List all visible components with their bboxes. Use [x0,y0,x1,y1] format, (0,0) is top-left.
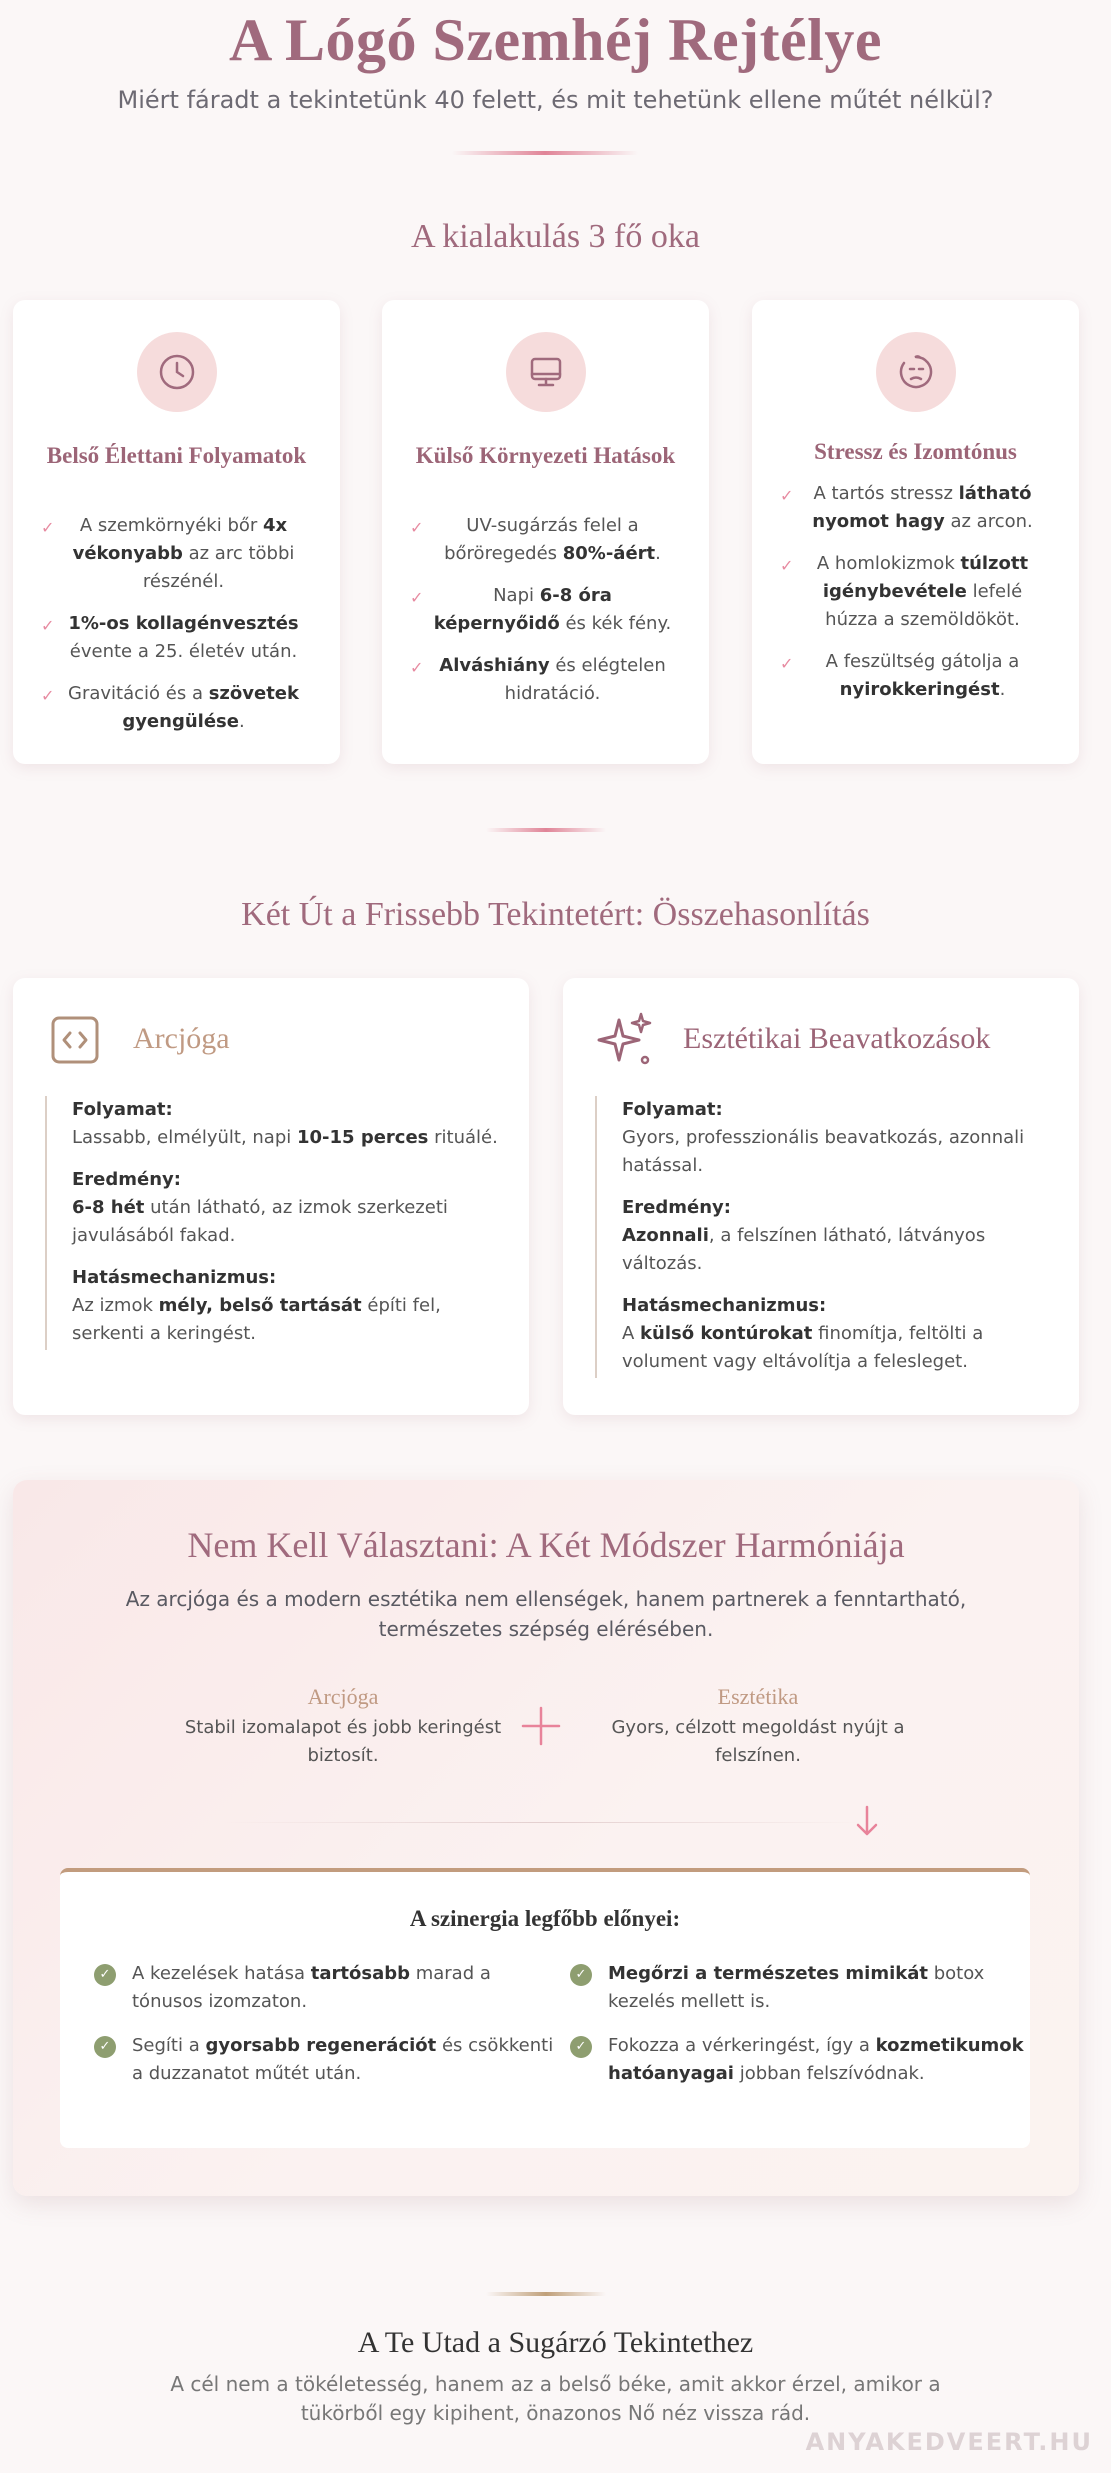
harmony-title: Nem Kell Választani: A Két Módszer Harmóniája [187,1525,905,1565]
method-description: Gyors, célzott megoldást nyújt a felszínen. [611,1717,905,1766]
divider [223,1822,863,1823]
row-text: 6-8 hét után látható, az izmok szerkezeti javulásából fakad. [72,1197,448,1246]
list-item: ✓ Napi 6-8 óra képernyőidő és kék fény. [410,585,672,634]
check-icon: ✓ [410,658,424,677]
stressed-face-icon [876,332,956,412]
synergy-title: A szinergia legfőbb előnyei: [409,1906,681,1931]
site-watermark: ANYAKEDVEERT.HU [805,2428,1093,2456]
check-circle-icon: ✓ [94,1964,116,1986]
cause-card-title: Belső Élettani Folyamatok [46,443,307,468]
plus-icon [521,1706,561,1746]
check-icon: ✓ [780,556,794,575]
list-item: ✓ UV-sugárzás felel a bőröregedés 80%-áért. [410,515,661,564]
check-icon: ✓ [780,654,794,673]
list-item: ✓ A szemkörnyéki bőr 4x vékonyabb az arc többi részénél. [41,515,295,592]
page-subtitle: Miért fáradt a tekintetünk 40 felett, és mit tehetünk ellene műtét nélkül? [117,86,994,114]
method-name: Esztétika [717,1684,799,1709]
sparkles-icon [595,1010,655,1070]
check-circle-icon: ✓ [570,2036,592,2058]
comparison-section-title: Két Út a Frissebb Tekintetért: Összehasonlítás [241,896,870,933]
cause-card-title: Stressz és Izomtónus [814,439,1017,464]
check-circle-icon: ✓ [94,2036,116,2058]
code-brackets-icon [49,1014,101,1066]
list-item: ✓ A tartós stressz látható nyomot hagy az arcon. [780,483,1033,532]
method-description: Stabil izomalapot és jobb keringést biztosít. [184,1717,502,1766]
harmony-description: Az arcjóga és a modern esztétika nem ellenségek, hanem partnerek a fenntartható, természetes szépség elérésében. [125,1587,967,1641]
check-icon: ✓ [41,518,55,537]
list-item: ✓ A kezelések hatása tartósabb marad a tónusos izomzaton. [94,1960,557,2016]
row-label: Eredmény: [72,1169,181,1190]
method-name: Arcjóga [307,1684,379,1709]
synergy-box [60,1868,1030,2148]
check-icon: ✓ [41,686,55,705]
cause-card-stress [752,300,1079,764]
monitor-icon [506,332,586,412]
causes-section-title: A kialakulás 3 fő oka [411,218,700,255]
list-item: ✓ Alváshiány és elégtelen hidratáció. [410,655,666,704]
list-item: ✓ Fokozza a vérkeringést, így a kozmetikumok hatóanyagai jobban felszívódnak. [570,2032,1033,2088]
row-label: Eredmény: [622,1197,731,1218]
cause-card-external [382,300,709,764]
list-item: ✓ Gravitáció és a szövetek gyengülése. [41,683,299,732]
check-icon: ✓ [780,486,794,505]
compare-card-aesthetics [563,978,1079,1415]
check-icon: ✓ [41,616,55,635]
list-item: ✓ Megőrzi a természetes mimikát botox kezelés mellett is. [570,1960,1033,2016]
divider [452,151,638,155]
check-icon: ✓ [410,588,424,607]
row-label: Hatásmechanizmus: [622,1295,827,1316]
row-text: A külső kontúrokat finomítja, feltölti a volument vagy eltávolítja a felesleget. [622,1323,984,1372]
row-label: Hatásmechanizmus: [72,1267,277,1288]
list-item: ✓ 1%-os kollagénvesztés évente a 25. életév után. [41,613,299,662]
cause-card-internal [13,300,340,764]
cause-card-title: Külső Környezeti Hatások [415,443,676,468]
divider [486,2292,606,2296]
method-aesthetics [593,1680,923,1770]
row-text: Azonnali, a felszínen látható, látványos változás. [622,1225,986,1274]
compare-card-face-yoga [13,978,529,1415]
check-circle-icon: ✓ [570,1964,592,1986]
closing-title: A Te Utad a Sugárzó Tekintethez [357,2326,754,2359]
check-icon: ✓ [410,518,424,537]
clock-icon [137,332,217,412]
row-text: Lassabb, elmélyült, napi 10-15 perces rituálé. [72,1127,498,1148]
row-label: Folyamat: [72,1099,173,1120]
closing-text: A cél nem a tökéletesség, hanem az a belső béke, amit akkor érzel, amikor a tükörből egy kipihent, önazonos Nő néz vissza rád. [170,2372,941,2425]
page-title: A Lógó Szemhéj Rejtélye [229,7,882,73]
list-item: ✓ A feszültség gátolja a nyirokkeringést. [780,651,1020,700]
harmony-section [13,1480,1079,2196]
list-item: ✓ A homlokizmok túlzott igénybevétele lefelé húzza a szemöldököt. [780,553,1029,630]
row-label: Folyamat: [622,1099,723,1120]
arrow-down-icon [852,1804,882,1838]
divider [486,828,606,832]
list-item: ✓ Segíti a gyorsabb regenerációt és csökkenti a duzzanatot műtét után. [94,2032,557,2088]
compare-card-title: Arcjóga [133,1022,230,1055]
row-text: Az izmok mély, belső tartását építi fel, serkenti a keringést. [72,1295,441,1344]
compare-card-title: Esztétikai Beavatkozások [683,1022,991,1055]
row-text: Gyors, professzionális beavatkozás, azonnali hatással. [622,1127,1025,1176]
method-face-yoga [178,1680,508,1770]
